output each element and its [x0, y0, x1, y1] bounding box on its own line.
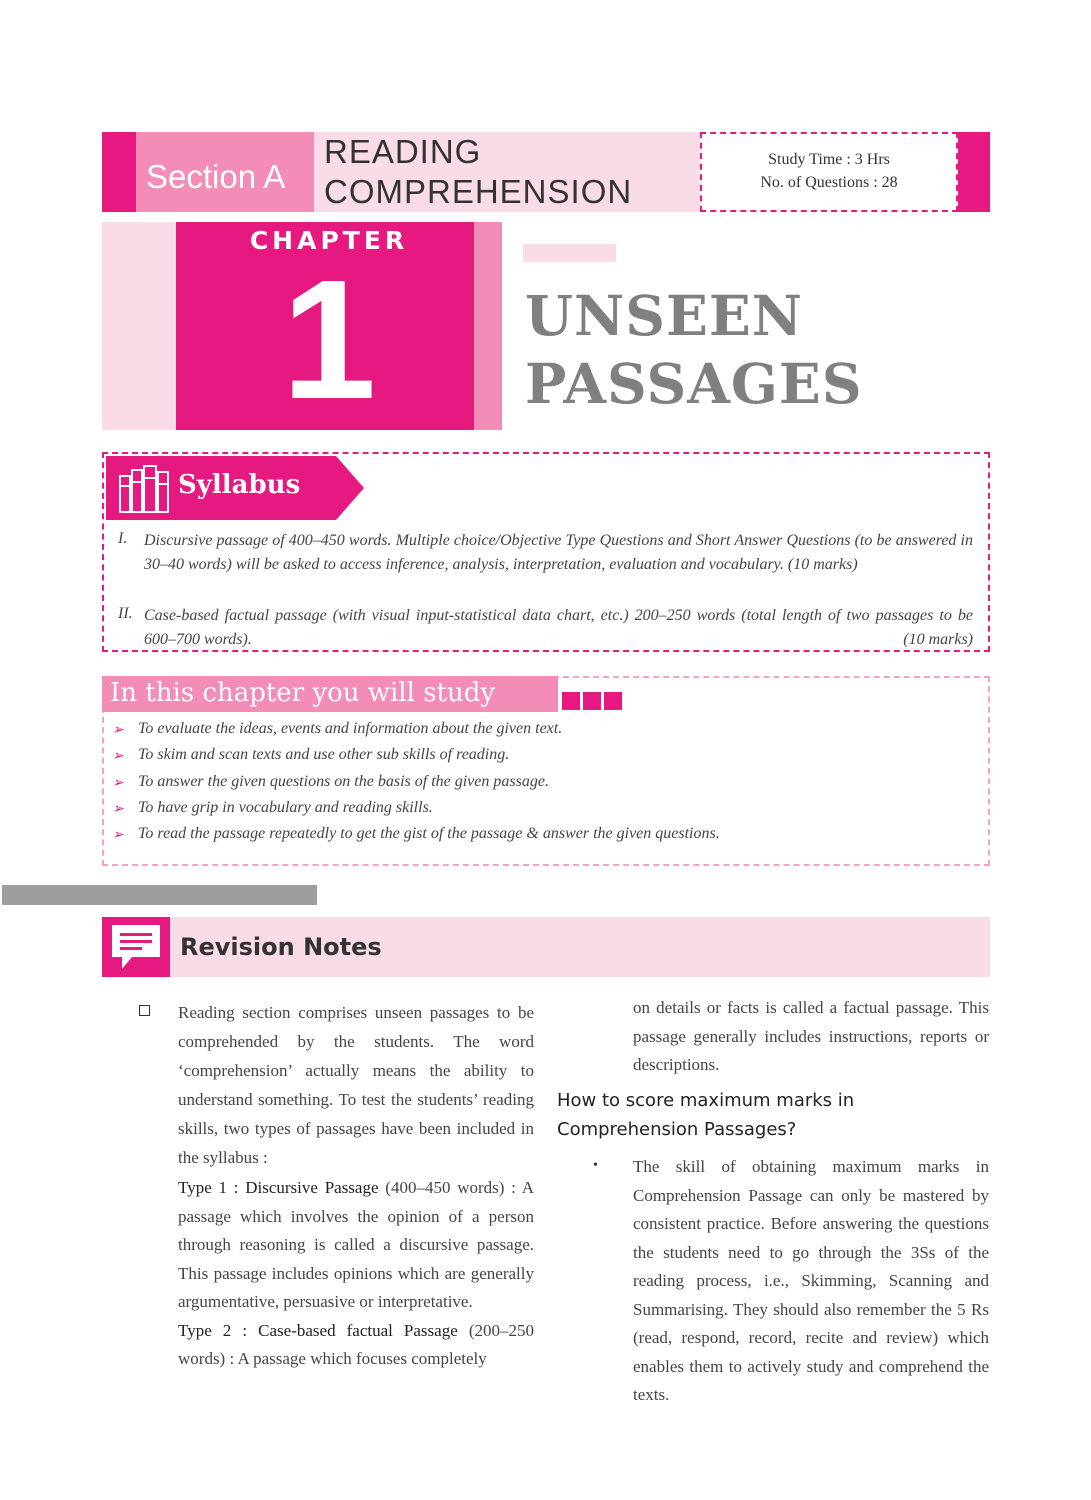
study-heading-box	[102, 676, 558, 712]
arrow-icon: ➢	[112, 801, 124, 817]
divider-bar	[2, 885, 317, 905]
section-title-box	[314, 132, 700, 212]
syllabus-item-2-text: Case-based factual passage (with visual input-statistical data chart, etc.) 200–250 words (total length of two passages to be 600–700 words).	[144, 607, 973, 648]
chapter-title-line1: UNSEEN	[525, 283, 804, 348]
decor-square	[583, 692, 601, 710]
subheading: How to score maximum marks in Comprehension Passages?	[557, 1090, 855, 1140]
syllabus-item-1-num: I.	[118, 530, 128, 547]
chapter-title	[525, 282, 863, 418]
question-count: No. of Questions : 28	[760, 174, 898, 191]
list-item: ➢ To read the passage repeatedly to get the gist of the passage & answer the given questions.	[112, 825, 720, 844]
list-item: ➢ To have grip in vocabulary and reading skills.	[112, 798, 433, 817]
section-label: Section A	[146, 158, 286, 195]
title-accent-bar	[523, 244, 616, 262]
section-label-box	[136, 132, 314, 212]
decor-square	[604, 692, 622, 710]
decor-square	[562, 692, 580, 710]
chapter-pale-panel	[102, 222, 176, 430]
revision-right-continued: on details or facts is called a factual passage. This passage generally includes instructions, reports or descriptions.	[633, 998, 989, 1074]
checkbox-bullet-icon	[139, 1005, 150, 1016]
bullet-icon: •	[593, 1158, 598, 1173]
header-accent-left	[102, 132, 136, 212]
section-title-line1: READING	[324, 133, 482, 170]
syllabus-item-2-num: II.	[118, 605, 133, 622]
speech-bubble-icon	[102, 917, 170, 977]
list-item: ➢ To evaluate the ideas, events and information about the given text.	[112, 720, 563, 738]
list-item: ➢ To answer the given questions on the basis of the given passage.	[112, 772, 549, 791]
type2-label: Type 2 : Case-based factual Passage	[178, 1320, 458, 1340]
revision-type2: Type 2 : Case-based factual Passage (200–250 words) : A passage which focuses completely	[178, 1320, 534, 1368]
arrow-icon: ➢	[112, 749, 124, 765]
revision-bullet-text: The skill of obtaining maximum marks in Comprehension Passage can only be mastered by consistent practice. Before answering the questions the students need to go through the 3Ss of the reading process, i.e., Skimming, Scanning and Summarising. They should also remember the 5 Rs (read, respond, record, recite and review) which enables them to actively study and comprehend the texts.	[633, 1157, 989, 1404]
syllabus-item-1: Discursive passage of 400–450 words. Multiple choice/Objective Type Questions and Short Answer Questions (to be answered in 30–40 words) will be asked to access inference, analysis, interpretation, evaluation and vocabulary. (10 marks)	[144, 532, 973, 573]
chapter-strip	[474, 222, 502, 430]
arrow-icon: ➢	[112, 828, 124, 844]
revision-left-column	[178, 998, 534, 1374]
chapter-title-line2: PASSAGES	[525, 351, 863, 416]
type1-label: Type 1 : Discursive Passage	[178, 1178, 379, 1197]
chapter-label: CHAPTER	[249, 226, 409, 255]
syllabus-item-2-marks: (10 marks)	[903, 631, 973, 648]
study-heading: In this chapter you will study	[110, 678, 496, 708]
study-time: Study Time : 3 Hrs	[768, 151, 890, 168]
chapter-number: 1	[281, 245, 377, 435]
list-item: ➢ To skim and scan texts and use other sub skills of reading.	[112, 746, 510, 765]
section-title-line2: COMPREHENSION	[324, 173, 633, 210]
revision-heading: Revision Notes	[180, 933, 382, 961]
revision-icon-box	[102, 917, 170, 977]
header-accent-right	[958, 132, 990, 212]
arrow-icon: ➢	[112, 723, 124, 738]
study-list	[112, 720, 972, 851]
syllabus-item-2	[144, 604, 973, 652]
revision-type1: Type 1 : Discursive Passage (400–450 words) : A passage which involves the opinion of a person through reasoning is called a discursive passage. This passage includes opinions which are generally argumentative, persuasive or interpretative.	[178, 1178, 534, 1311]
study-info-box	[700, 132, 958, 212]
arrow-icon: ➢	[112, 775, 124, 791]
syllabus-heading: Syllabus	[178, 470, 301, 500]
revision-intro: Reading section comprises unseen passages to be comprehended by the students. The word ‘comprehension’ actually means the ability to understand something. To test the students’ reading skills, two types of passages have been included in the syllabus :	[178, 1003, 534, 1167]
